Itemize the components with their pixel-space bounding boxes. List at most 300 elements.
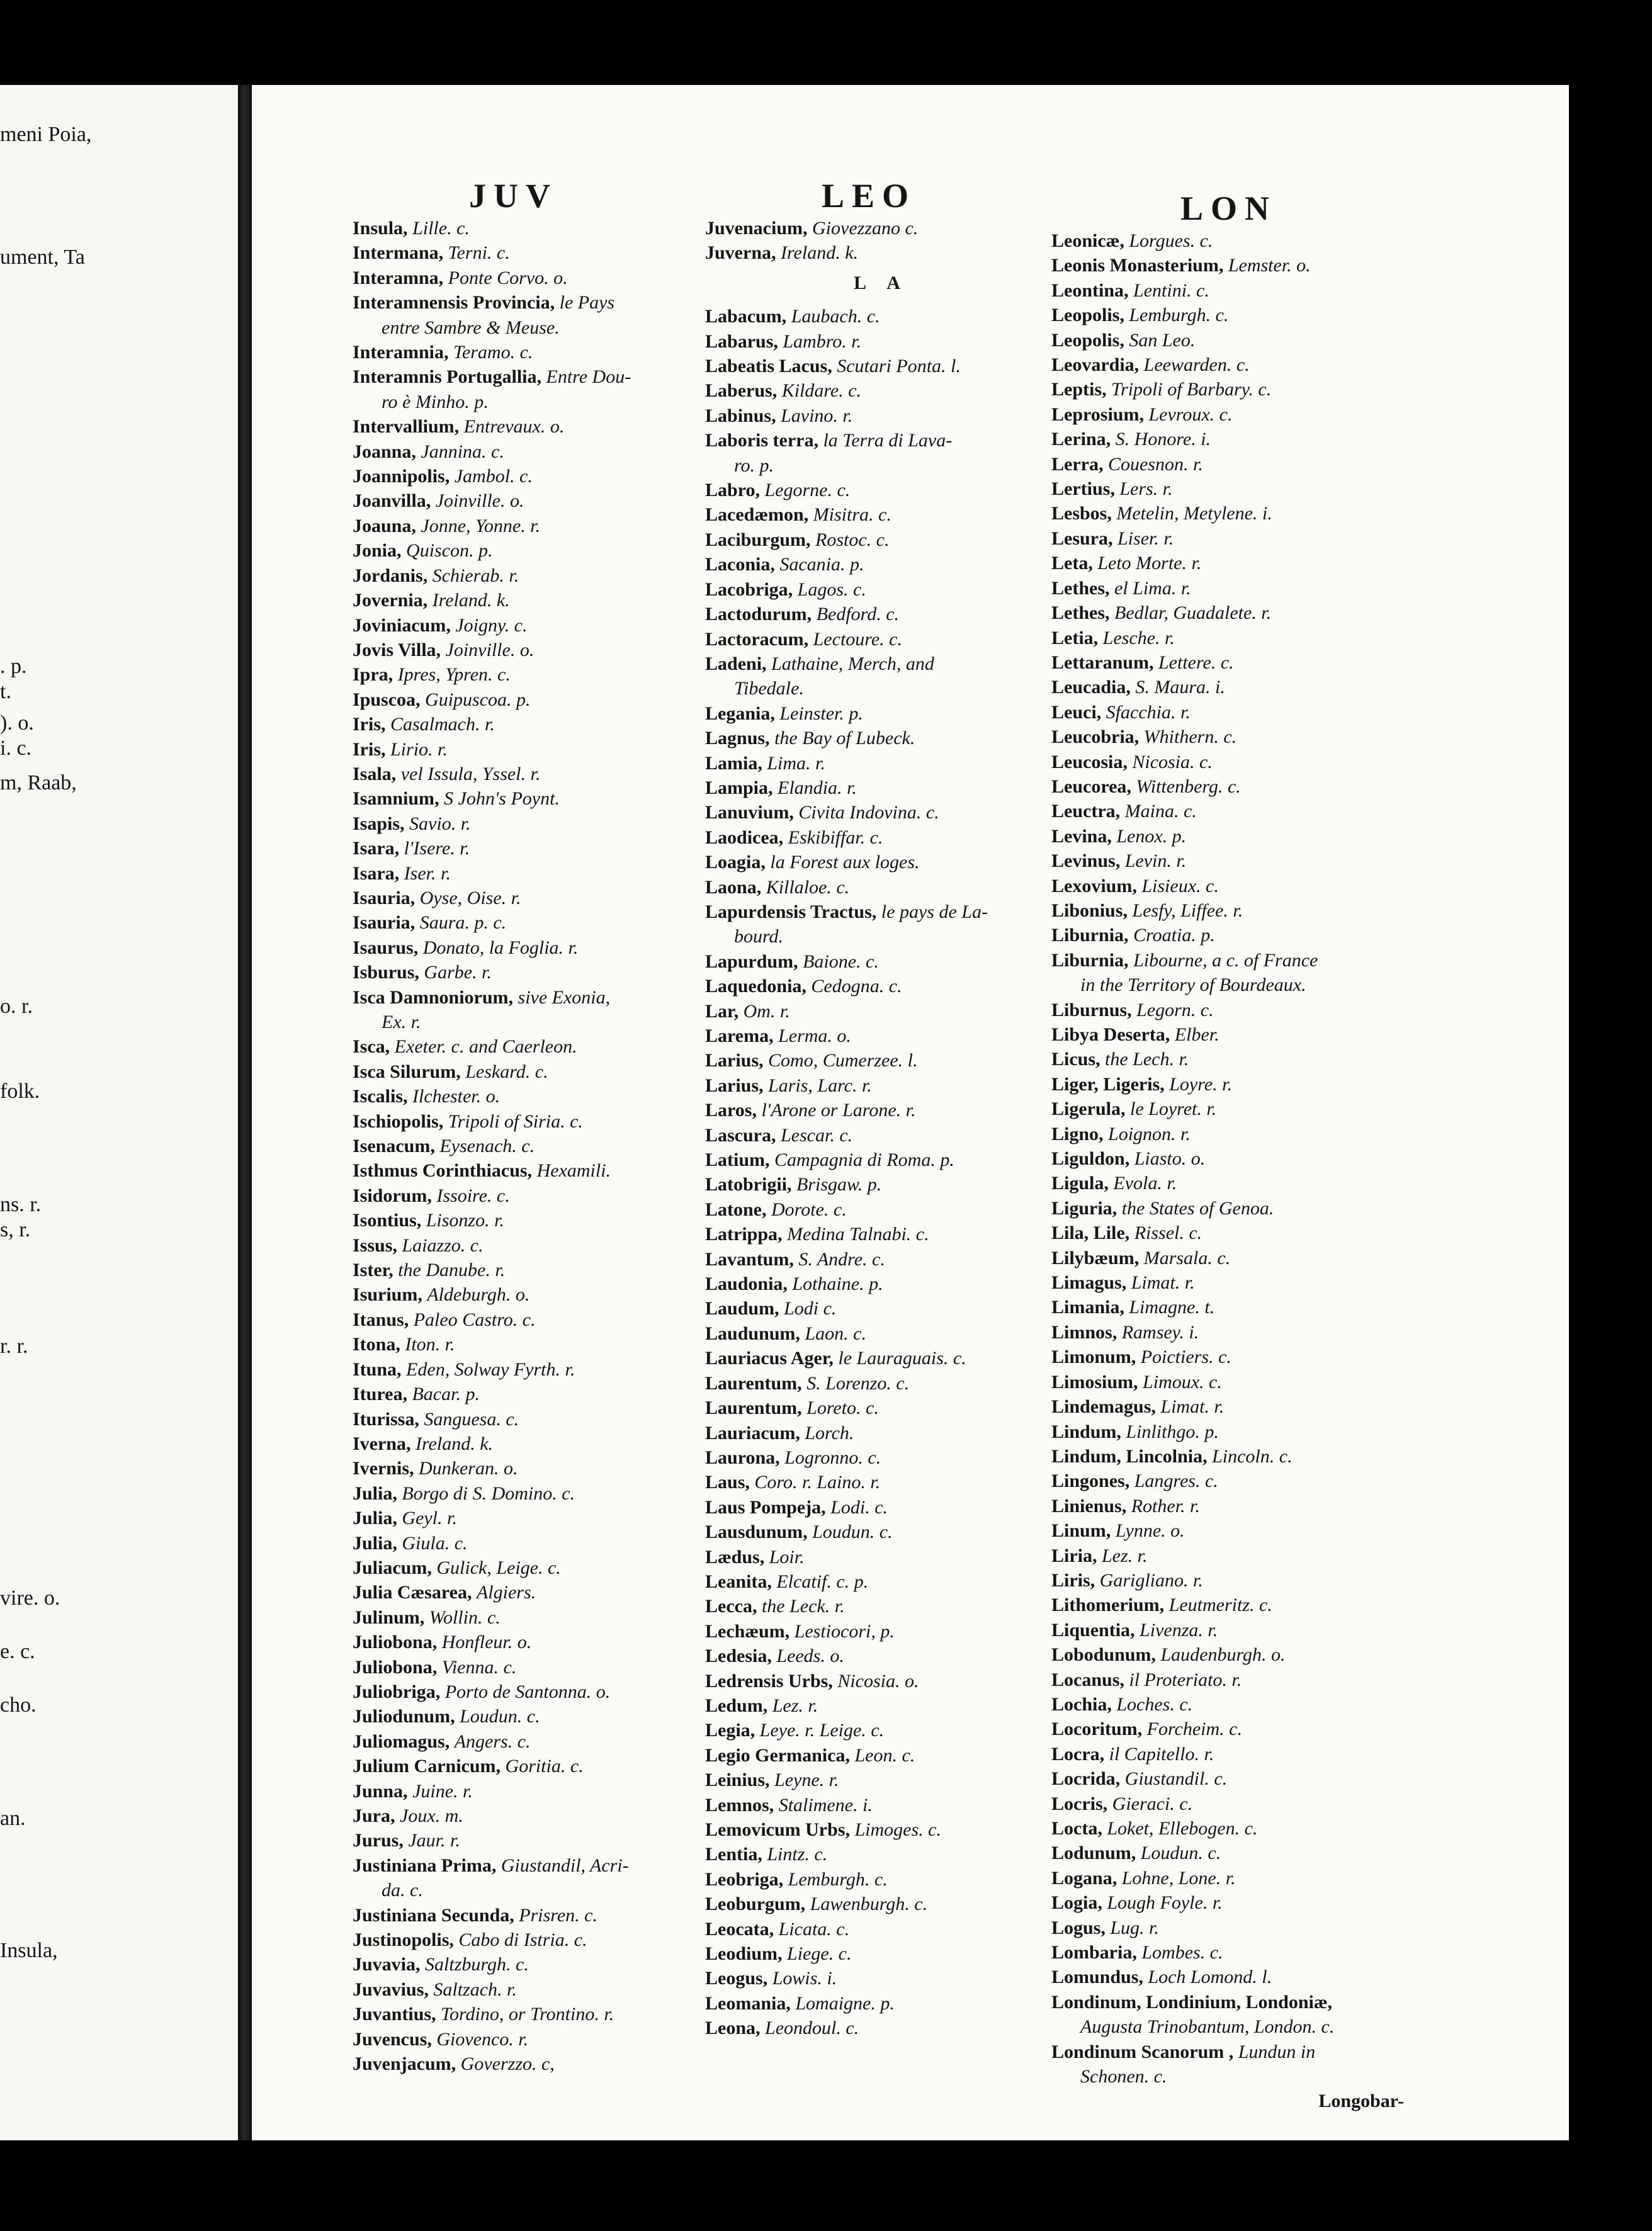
entry-headword: Junna,	[353, 1780, 408, 1802]
dictionary-entry	[1051, 1047, 1404, 1071]
dictionary-entry	[705, 825, 1058, 850]
entry-headword: Labacum,	[705, 306, 787, 327]
entry-headword: Insula,	[353, 218, 408, 239]
dictionary-entry	[353, 240, 705, 265]
dictionary-entry	[353, 514, 705, 538]
dictionary-entry	[1051, 402, 1404, 427]
dictionary-entry	[1051, 1792, 1404, 1816]
entry-headword: Leucosia,	[1051, 751, 1128, 772]
entry-translation: Bacar. p.	[412, 1384, 480, 1405]
dictionary-entry	[705, 800, 1058, 825]
entry-translation: il Proteriato. r.	[1129, 1669, 1242, 1690]
entry-headword: Linum,	[1051, 1520, 1111, 1542]
entry-translation: Lectoure. c.	[813, 628, 902, 650]
entry-headword: Laurentum,	[705, 1398, 802, 1419]
entry-headword: Liguldon,	[1051, 1148, 1130, 1170]
left-page-fragment: i. c.	[0, 737, 32, 760]
entry-translation: Quiscon. p.	[406, 540, 493, 562]
dictionary-entry	[353, 613, 705, 638]
dictionary-entry	[1051, 477, 1404, 501]
entry-headword: Liris,	[1051, 1569, 1095, 1591]
entry-translation: Lathaine, Merch, and	[771, 653, 934, 674]
entry-translation: Bedford. c.	[816, 604, 900, 625]
entry-translation: Saltzburgh. c.	[425, 1954, 529, 1975]
entry-translation: Jannina. c.	[421, 441, 504, 462]
entry-headword: Isara,	[353, 862, 400, 884]
entry-headword: Lomundus,	[1051, 1967, 1143, 1988]
entry-headword: Limagus,	[1051, 1272, 1127, 1294]
entry-translation: Rostoc. c.	[815, 529, 890, 550]
entry-headword: Lobodunum,	[1051, 1644, 1156, 1666]
entry-headword: Londinum Scanorum ,	[1051, 2041, 1234, 2062]
entry-translation: Medina Talnabi. c.	[787, 1224, 929, 1245]
entry-headword: Lar,	[705, 1000, 739, 1022]
left-page-fragment: ). o.	[0, 711, 34, 735]
column-2	[705, 216, 1058, 2041]
dictionary-entry	[1051, 1618, 1404, 1642]
dictionary-entry	[1051, 551, 1404, 575]
dictionary-entry	[353, 1704, 705, 1729]
entry-headword: Joanna,	[353, 441, 416, 462]
entry-translation: Jaur. r.	[408, 1830, 460, 1851]
entry-translation: Elandia. r.	[778, 777, 857, 798]
entry-headword: Issus,	[353, 1234, 397, 1256]
entry-translation: Lisonzo. r.	[426, 1210, 504, 1231]
entry-translation: S. Andre. c.	[798, 1248, 885, 1270]
dictionary-entry	[353, 861, 705, 886]
left-page-fragment: s, r.	[0, 1218, 31, 1241]
entry-headword: Lilybæum,	[1051, 1247, 1140, 1268]
dictionary-entry	[353, 737, 705, 762]
entry-translation: Leinster. p.	[779, 703, 863, 724]
entry-headword: Ladeni,	[705, 653, 767, 674]
dictionary-entry	[1051, 1593, 1404, 1617]
entry-translation: Ireland. k.	[432, 590, 510, 611]
dictionary-entry	[1051, 526, 1404, 551]
entry-translation: Libourne, a c. of France	[1133, 949, 1318, 971]
entry-headword: Isauria,	[353, 887, 416, 908]
entry-headword: Locoritum,	[1051, 1719, 1143, 1740]
entry-headword: Isauria,	[353, 912, 416, 934]
entry-translation: Lug. r.	[1110, 1917, 1159, 1938]
dictionary-entry	[705, 1644, 1058, 1668]
entry-headword: Limania,	[1051, 1297, 1124, 1318]
entry-translation: Legorne. c.	[764, 480, 851, 501]
entry-translation: Lille. c.	[412, 218, 470, 239]
dictionary-entry	[1051, 1444, 1404, 1469]
dictionary-entry	[705, 999, 1058, 1024]
dictionary-entry	[1051, 1866, 1404, 1890]
entry-translation: Ramsey. i.	[1121, 1321, 1199, 1343]
dictionary-entry	[705, 428, 1058, 453]
entry-translation: Lincoln. c.	[1212, 1445, 1293, 1467]
dictionary-entry	[353, 1158, 705, 1183]
entry-translation: Loket, Ellebogen. c.	[1107, 1818, 1258, 1839]
entry-continuation	[1051, 973, 1404, 997]
entry-headword: Liguria,	[1051, 1197, 1117, 1219]
dictionary-entry	[1051, 1122, 1404, 1146]
entry-headword: Laurona,	[705, 1447, 780, 1468]
entry-headword: Iturea,	[353, 1384, 407, 1405]
entry-translation: Linlithgo. p.	[1126, 1421, 1219, 1442]
entry-translation: Lescar. c.	[781, 1124, 853, 1146]
dictionary-entry	[705, 502, 1058, 527]
dictionary-entry	[1051, 1370, 1404, 1394]
entry-headword: Lentia,	[705, 1844, 762, 1865]
entry-headword: Labinus,	[705, 405, 776, 426]
entry-headword: Lactoracum,	[705, 628, 809, 650]
entry-headword: Leinius,	[705, 1770, 770, 1791]
dictionary-entry	[353, 1357, 705, 1382]
entry-translation: Como, Cumerzee. l.	[768, 1050, 918, 1071]
entry-headword: Julia,	[353, 1483, 397, 1504]
dictionary-entry	[353, 811, 705, 836]
entry-headword: Leona,	[705, 2018, 761, 2039]
entry-translation: Savio. r.	[409, 813, 471, 834]
dictionary-entry	[1051, 601, 1404, 625]
entry-translation: Stalimene. i.	[778, 1794, 873, 1816]
entry-translation: Jambol. c.	[454, 466, 533, 487]
dictionary-entry	[353, 985, 705, 1010]
entry-translation: Brisgaw. p.	[796, 1174, 882, 1195]
entry-headword: Intervallium,	[353, 416, 460, 438]
entry-translation: Gulick, Leige. c.	[436, 1557, 561, 1578]
entry-headword: Londinum, Londinium, Londoniæ,	[1051, 1991, 1333, 2013]
dictionary-entry	[1051, 377, 1404, 402]
entry-headword: Lindum, Lincolnia,	[1051, 1445, 1208, 1467]
dictionary-entry	[353, 1928, 705, 1952]
entry-headword: Locanus,	[1051, 1669, 1124, 1690]
entry-translation: Killaloe. c.	[766, 876, 850, 898]
dictionary-entry	[353, 1308, 705, 1332]
dictionary-entry	[1051, 1544, 1404, 1568]
dictionary-entry	[705, 1197, 1058, 1222]
entry-translation: Lisieux. c.	[1141, 875, 1219, 896]
entry-headword: Lamia,	[705, 752, 762, 774]
entry-headword: Logus,	[1051, 1917, 1106, 1938]
entry-translation: Issoire. c.	[436, 1185, 510, 1206]
entry-headword: Legania,	[705, 703, 775, 724]
dictionary-entry	[353, 1109, 705, 1134]
dictionary-entry	[705, 1966, 1058, 1991]
entry-headword: Leucobria,	[1051, 726, 1140, 748]
entry-continuation-text: entre Sambre & Meuse.	[382, 317, 560, 338]
entry-continuation-text: Schonen. c.	[1080, 2066, 1167, 2087]
entry-translation: Lettere. c.	[1158, 652, 1234, 673]
entry-translation: Leon. c.	[854, 1744, 915, 1766]
dictionary-entry	[705, 1296, 1058, 1321]
entry-headword: Juvenacium,	[705, 218, 808, 239]
dictionary-entry	[1051, 1072, 1404, 1097]
dictionary-entry	[353, 1779, 705, 1804]
dictionary-entry	[1051, 303, 1404, 327]
entry-headword: Liquentia,	[1051, 1619, 1135, 1641]
dictionary-entry	[1051, 898, 1404, 923]
dictionary-entry	[353, 489, 705, 513]
dictionary-entry	[1051, 1246, 1404, 1270]
left-page	[0, 85, 238, 2140]
entry-translation: Lorch.	[805, 1422, 854, 1443]
dictionary-entry	[1051, 1766, 1404, 1791]
entry-translation: Garigliano. r.	[1099, 1569, 1203, 1591]
dictionary-entry	[1051, 1097, 1404, 1121]
entry-translation: Lodi. c.	[830, 1496, 888, 1518]
entry-translation: Teramo. c.	[453, 342, 533, 363]
entry-headword: Leucorea,	[1051, 776, 1131, 797]
dictionary-entry	[1051, 1295, 1404, 1319]
entry-headword: Lædus,	[705, 1546, 765, 1567]
section-heading: L A	[854, 272, 909, 293]
dictionary-entry	[705, 1396, 1058, 1420]
entry-headword: Leogus,	[705, 1968, 768, 1989]
entry-translation: Loir.	[769, 1546, 805, 1567]
dictionary-entry	[705, 1718, 1058, 1742]
dictionary-entry	[1051, 1965, 1404, 1989]
dictionary-entry	[353, 1481, 705, 1506]
dictionary-entry	[1051, 1146, 1404, 1171]
entry-translation: Entre Dou-	[546, 366, 631, 388]
entry-translation: Whithern. c.	[1143, 726, 1237, 748]
entry-headword: Lausdunum,	[705, 1522, 808, 1543]
entry-headword: Julinum,	[353, 1607, 425, 1628]
dictionary-entry	[705, 1098, 1058, 1122]
dictionary-entry	[705, 1470, 1058, 1494]
entry-translation: the Lech. r.	[1105, 1049, 1189, 1070]
dictionary-entry	[353, 364, 705, 389]
dictionary-entry	[705, 1941, 1058, 1966]
entry-translation: Leutmeritz. c.	[1168, 1595, 1272, 1616]
dictionary-entry	[353, 2002, 705, 2026]
dictionary-entry	[353, 1630, 705, 1654]
entry-translation: Lorgues. c.	[1129, 230, 1213, 251]
entry-headword: Lertius,	[1051, 478, 1115, 500]
entry-translation: Lothaine. p.	[792, 1274, 883, 1295]
entry-headword: Ipuscoa,	[353, 689, 421, 710]
entry-translation: Eysenach. c.	[439, 1136, 535, 1157]
dictionary-entry	[705, 1693, 1058, 1718]
entry-translation: Eskibiffar. c.	[788, 827, 883, 848]
entry-headword: Juliobona,	[353, 1656, 438, 1678]
entry-translation: Lers. r.	[1119, 478, 1173, 500]
dictionary-entry	[1051, 1940, 1404, 1965]
entry-headword: Laurentum,	[705, 1372, 802, 1394]
entry-headword: Lexovium,	[1051, 875, 1137, 896]
dictionary-entry	[1051, 2040, 1404, 2064]
dictionary-entry	[1051, 650, 1404, 675]
entry-translation: Paleo Castro. c.	[413, 1309, 536, 1330]
entry-translation: Vienna. c.	[441, 1656, 517, 1678]
entry-translation: Lemburgh. c.	[1129, 305, 1229, 326]
entry-translation: Casalmach. r.	[390, 714, 495, 735]
entry-continuation	[705, 453, 1058, 478]
dictionary-entry	[1051, 1022, 1404, 1047]
entry-translation: Hexamili.	[536, 1160, 611, 1182]
entry-translation: Sfacchia. r.	[1106, 701, 1191, 723]
entry-translation: Sacania. p.	[779, 554, 864, 575]
dictionary-entry	[1051, 1196, 1404, 1221]
dictionary-entry	[705, 1222, 1058, 1246]
entry-translation: the States of Genoa.	[1121, 1197, 1274, 1219]
entry-headword: Latium,	[705, 1149, 770, 1171]
entry-translation: Levin. r.	[1124, 850, 1187, 872]
entry-headword: Logia,	[1051, 1892, 1102, 1914]
entry-headword: Leprosium,	[1051, 404, 1144, 425]
entry-translation: Porto de Santonna. o.	[444, 1681, 611, 1702]
dictionary-entry	[705, 1073, 1058, 1098]
dictionary-entry	[1051, 799, 1404, 823]
entry-translation: Tripoli of Barbary. c.	[1111, 379, 1272, 400]
dictionary-entry	[1051, 576, 1404, 601]
entry-headword: Leonicæ,	[1051, 230, 1124, 251]
entry-headword: Locris,	[1051, 1793, 1108, 1814]
entry-headword: Lerra,	[1051, 453, 1104, 475]
dictionary-entry	[1051, 1270, 1404, 1295]
entry-headword: Iturissa,	[353, 1408, 419, 1430]
entry-headword: Leovardia,	[1051, 354, 1140, 376]
dictionary-entry	[353, 439, 705, 464]
entry-translation: Giustandil, Acri-	[501, 1855, 629, 1876]
left-page-fragment: m, Raab,	[0, 771, 77, 794]
entry-translation: S. Maura. i.	[1135, 677, 1225, 698]
entry-headword: Liburnia,	[1051, 925, 1129, 946]
entry-translation: Kildare. c.	[781, 380, 862, 402]
dictionary-entry	[705, 1421, 1058, 1445]
entry-headword: Juliomagus,	[353, 1731, 450, 1752]
entry-translation: Laon. c.	[805, 1323, 866, 1344]
entry-headword: Loagia,	[705, 852, 766, 873]
entry-headword: Legia,	[705, 1720, 755, 1741]
entry-headword: Lodunum,	[1051, 1843, 1136, 1864]
entry-translation: Livenza. r.	[1140, 1619, 1218, 1641]
dictionary-entry	[705, 1123, 1058, 1148]
entry-headword: Interamna,	[353, 267, 444, 288]
entry-translation: Lentini. c.	[1133, 280, 1209, 301]
entry-headword: Juvantius,	[353, 2004, 436, 2025]
entry-continuation	[353, 1010, 705, 1034]
entry-translation: Lintz. c.	[767, 1844, 828, 1865]
entry-translation: Lawenburgh. c.	[810, 1894, 928, 1915]
entry-translation: Forcheim. c.	[1146, 1719, 1242, 1740]
dictionary-entry	[1051, 874, 1404, 898]
entry-translation: le Loyret. r.	[1130, 1099, 1217, 1120]
entry-headword: Juliacum,	[353, 1557, 432, 1578]
entry-translation: Jonne, Yonne. r.	[421, 515, 541, 536]
entry-headword: Legio Germanica,	[705, 1744, 850, 1766]
entry-continuation-text: ro è Minho. p.	[382, 391, 489, 412]
entry-translation: Leyne. r.	[774, 1770, 839, 1791]
dictionary-entry	[705, 949, 1058, 974]
entry-headword: Ligno,	[1051, 1123, 1104, 1144]
entry-translation: Leto Morte. r.	[1097, 553, 1202, 574]
dictionary-entry	[353, 1828, 705, 1853]
dictionary-entry	[1051, 626, 1404, 650]
entry-translation: Lambro. r.	[783, 330, 862, 352]
entry-headword: Laudum,	[705, 1298, 779, 1319]
entry-headword: Julia Cæsarea,	[353, 1582, 472, 1603]
entry-translation: Giula. c.	[402, 1532, 468, 1554]
dictionary-entry	[353, 1382, 705, 1406]
dictionary-entry	[353, 1977, 705, 2002]
entry-headword: Lacobriga,	[705, 579, 793, 600]
entry-headword: Laona,	[705, 876, 762, 898]
entry-headword: Joanvilla,	[353, 490, 431, 512]
entry-headword: Leomania,	[705, 1992, 791, 2014]
entry-continuation-text: Ex. r.	[382, 1012, 421, 1032]
dictionary-entry	[1051, 849, 1404, 873]
dictionary-entry	[705, 1148, 1058, 1172]
entry-headword: Ister,	[353, 1260, 393, 1281]
entry-translation: Loyre. r.	[1169, 1073, 1232, 1095]
dictionary-entry	[1051, 1469, 1404, 1493]
entry-translation: Croatia. p.	[1133, 925, 1215, 946]
entry-headword: Ivernis,	[353, 1458, 414, 1479]
entry-translation: Loudun. c.	[1140, 1843, 1221, 1864]
entry-headword: Liria,	[1051, 1545, 1097, 1566]
dictionary-entry	[705, 701, 1058, 726]
dictionary-entry	[353, 1084, 705, 1109]
entry-headword: Ligerula,	[1051, 1099, 1126, 1120]
entry-headword: Lascura,	[705, 1124, 776, 1146]
entry-translation: Leskard. c.	[465, 1061, 548, 1082]
entry-headword: Iscalis,	[353, 1086, 408, 1107]
entry-headword: Larema,	[705, 1025, 774, 1046]
entry-headword: Leuci,	[1051, 701, 1102, 723]
entry-headword: Lingones,	[1051, 1471, 1130, 1492]
entry-headword: Iverna,	[353, 1433, 411, 1454]
entry-headword: Linienus,	[1051, 1495, 1127, 1517]
dictionary-entry	[1051, 774, 1404, 799]
entry-translation: Couesnon. r.	[1107, 453, 1203, 475]
left-page-fragment: ument, Ta	[0, 246, 85, 269]
entry-translation: Licata. c.	[778, 1918, 850, 1940]
left-page-fragment: Insula,	[0, 1939, 58, 1962]
entry-translation: the Leck. r.	[761, 1596, 845, 1617]
entry-translation: Entrevaux. o.	[463, 416, 565, 438]
dictionary-entry	[353, 1556, 705, 1580]
dictionary-entry	[705, 478, 1058, 502]
entry-headword: Juliobriga,	[353, 1681, 441, 1702]
entry-translation: Om. r.	[743, 1000, 790, 1022]
entry-headword: Lecca,	[705, 1596, 757, 1617]
entry-translation: Lesfy, Liffee. r.	[1132, 900, 1243, 921]
dictionary-entry	[705, 1371, 1058, 1396]
entry-headword: Lemovicum Urbs,	[705, 1819, 850, 1840]
entry-headword: Labarus,	[705, 330, 778, 352]
dictionary-entry	[353, 762, 705, 786]
entry-translation: Ipres, Ypren. c.	[397, 664, 511, 686]
entry-headword: Leopolis,	[1051, 329, 1124, 351]
entry-headword: Ipra,	[353, 664, 393, 686]
entry-headword: Laboris terra,	[705, 430, 818, 451]
dictionary-entry	[1051, 328, 1404, 353]
dictionary-entry	[1051, 923, 1404, 947]
entry-translation: Lomaigne. p.	[795, 1992, 895, 2014]
dictionary-entry	[705, 1892, 1058, 1916]
entry-translation: Angers. c.	[454, 1731, 531, 1752]
entry-translation: Loudun. c.	[460, 1706, 540, 1727]
dictionary-entry	[1051, 1221, 1404, 1245]
entry-translation: Lerma. o.	[778, 1025, 851, 1046]
dictionary-entry	[353, 563, 705, 588]
dictionary-entry	[353, 290, 705, 315]
dictionary-entry	[705, 378, 1058, 403]
entry-translation: Donato, la Foglia. r.	[422, 937, 579, 958]
entry-translation: Lirio. r.	[390, 738, 448, 760]
entry-translation: Giovenco. r.	[436, 2028, 529, 2050]
dictionary-entry	[705, 1520, 1058, 1544]
entry-translation: Joinville. o.	[435, 490, 524, 512]
entry-headword: Latrippa,	[705, 1224, 783, 1245]
